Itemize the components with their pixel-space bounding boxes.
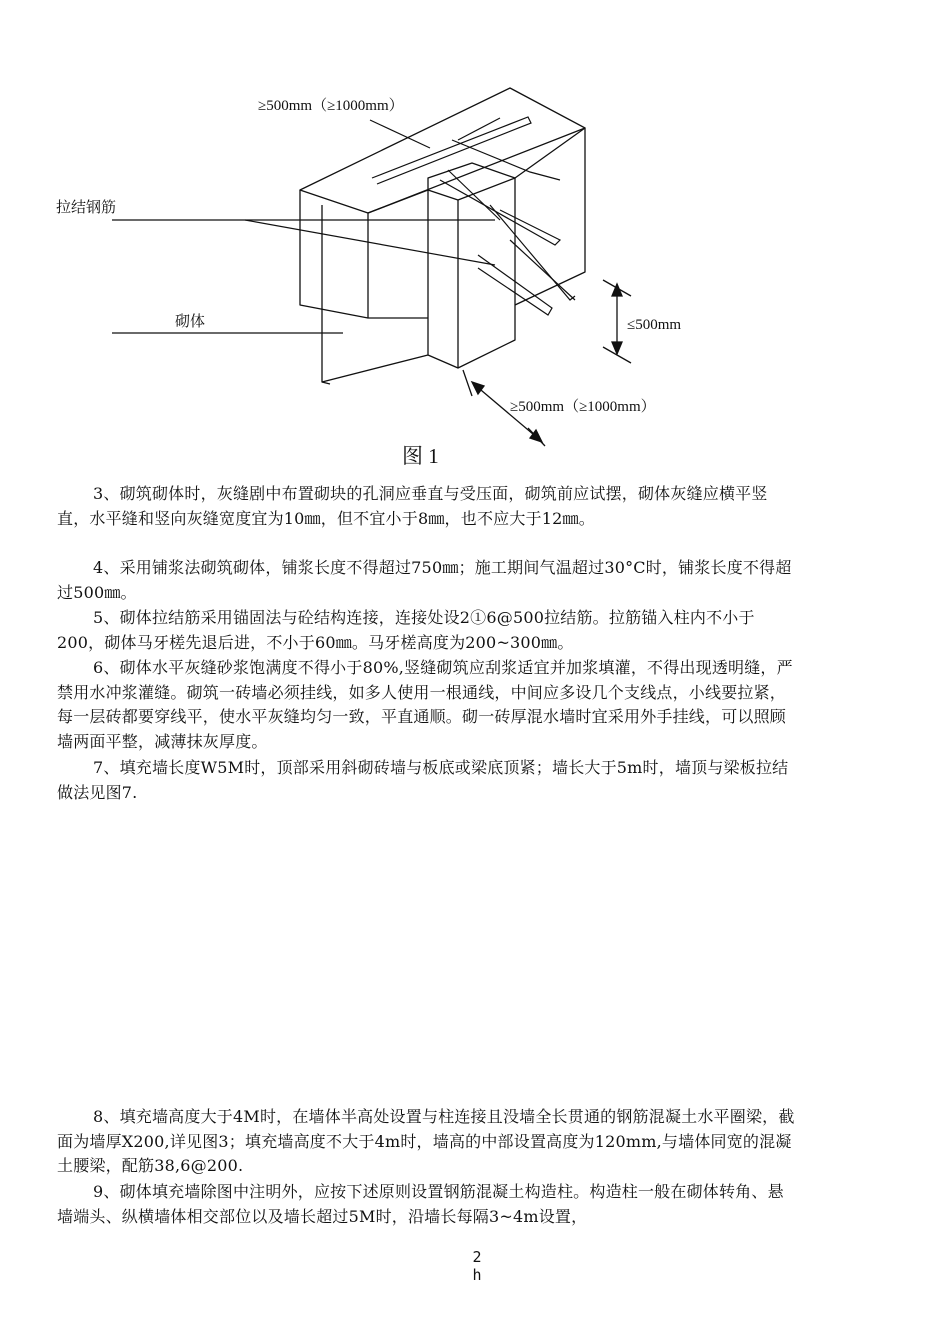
tie-bar-label: 拉结钢筋: [56, 200, 117, 216]
bottom-arrow-1: [472, 382, 484, 394]
paragraph-6: 6、砌体水平灰缝砂浆饱满度不得小于80%,竖缝砌筑应刮浆适宜并加浆填灌，不得出现透明缝，严禁用水冲浆灌缝。砌筑一砖墙必须挂线，如多人使用一根通线，中间应多设几个支线点，小线要拉紧，每一层砖都要穿线平，使水平灰缝均匀一致，平直通顺。砌一砖厚混水墙时宜采用外手挂线，可以照顾墙两面平整，减薄抹灰厚度。: [57, 658, 793, 751]
pier-left-face: [428, 190, 458, 368]
tie-bar-8: [510, 240, 575, 300]
bottom-dimension-label: ≥500mm（≥1000mm）: [510, 399, 656, 415]
top-label-leader: [370, 120, 430, 148]
paragraph-9: 9、砌体填充墙除图中注明外，应按下述原则设置钢筋混凝土构造柱。构造柱一般在砌体转角、悬墙端头、纵横墙体相交部位以及墙长超过5M时，沿墙长每隔3~4m设置，: [57, 1182, 784, 1226]
page-suffix: h: [472, 1266, 482, 1284]
paragraph-5: 5、砌体拉结筋采用锚固法与砼结构连接，连接处设2①6@500拉结筋。拉筋锚入柱内不小于200，砌体马牙槎先退后进，不小于60㎜。马牙槎高度为200~300㎜。: [57, 608, 755, 652]
masonry-label: 砌体: [175, 314, 206, 330]
paragraph-4: 4、采用铺浆法砌筑砌体，铺浆长度不得超过750㎜；施工期间气温超过30°C时，铺浆长度不得超过500㎜。: [57, 558, 792, 602]
top-dimension-label: ≥500mm（≥1000mm）: [258, 98, 404, 114]
long-wall-front-left: [368, 190, 428, 318]
wall-tie-diagram: [0, 0, 950, 480]
masonry-block: [322, 205, 428, 382]
paragraph-8: 8、填充墙高度大于4M时，在墙体半高处设置与柱连接且没墙全长贯通的钢筋混凝土水平圈梁，截面为墙厚X200,详见图3；填充墙高度不大于4m时，墙高的中部设置高度为120mm,与墙体同宽的混凝土腰梁，配筋38,6@200.: [57, 1107, 795, 1176]
paragraph-3: 3、砌筑砌体时，灰缝剧中布置砌块的孔洞应垂直与受压面，砌筑前应试摆，砌体灰缝应横平竖直，水平缝和竖向灰缝宽度宜为10㎜，但不宜小于8㎜，也不应大于12㎜。: [57, 484, 768, 528]
height-arrow-down: [612, 342, 622, 354]
figure-caption: 图 1: [402, 444, 439, 468]
long-wall-front-right: [515, 128, 585, 305]
page-number: 2: [472, 1248, 482, 1266]
height-dimension-label: ≤500mm: [627, 317, 682, 333]
masonry-block-base: [322, 382, 330, 384]
tie-bar-6: [490, 205, 575, 300]
tie-bar-5: [448, 170, 500, 220]
paragraph-7: 7、填充墙长度W5M时，顶部采用斜砌砖墙与板底或梁底顶紧；墙长大于5m时，墙顶与梁板拉结做法见图7.: [57, 758, 789, 802]
pier-top-face: [428, 163, 515, 200]
